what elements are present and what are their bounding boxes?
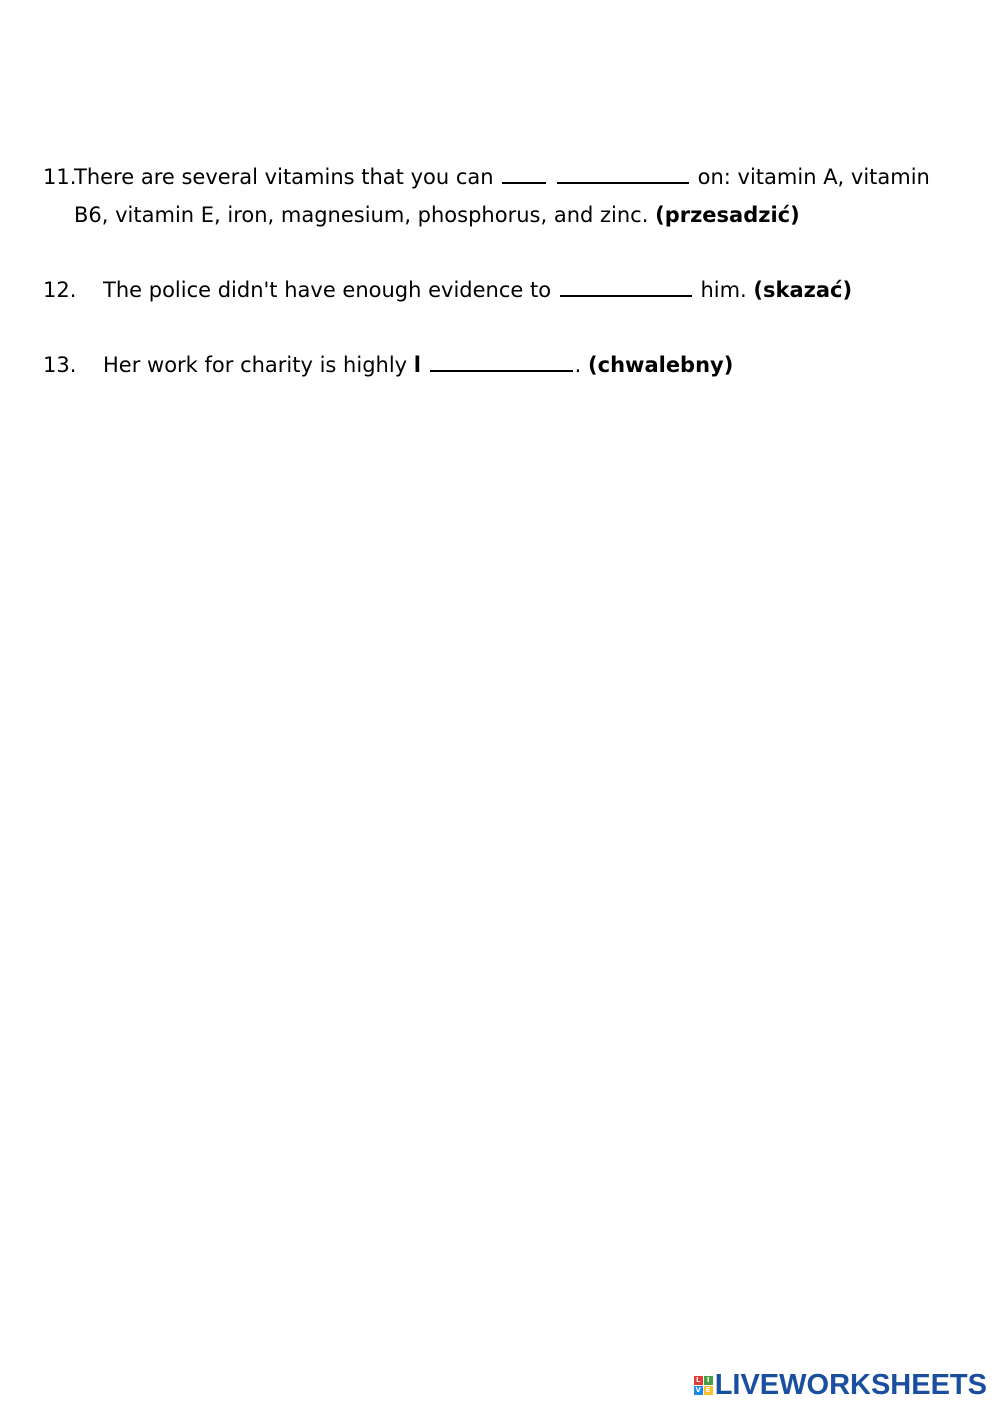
question-text-after: . <box>574 353 582 377</box>
question-text: Her work for charity is highly <box>103 353 408 377</box>
answer-blank[interactable] <box>430 369 573 372</box>
question-number: 13. <box>43 353 77 377</box>
polish-hint: (skazać) <box>753 278 853 302</box>
polish-hint: (przesadzić) <box>655 203 800 227</box>
question-text-after: on: vitamin A, vitamin <box>697 165 930 189</box>
answer-blank[interactable] <box>560 294 692 297</box>
question-text-continued: B6, vitamin E, iron, magnesium, phosphorus, and zinc. <box>74 203 649 227</box>
question-13 <box>43 346 733 384</box>
question-text: There are several vitamins that you can <box>74 165 494 189</box>
answer-blank-short[interactable] <box>502 181 546 184</box>
question-11 <box>43 158 930 234</box>
logo-mark-letter: V <box>695 1386 701 1394</box>
answer-blank[interactable] <box>557 181 689 184</box>
question-11-line-2 <box>43 196 930 234</box>
question-number: 12. <box>43 278 77 302</box>
question-number: 11. <box>43 165 77 189</box>
question-11-line-1 <box>43 158 930 196</box>
logo-mark-letter: I <box>704 1376 713 1385</box>
prefix-letter: l <box>413 353 421 377</box>
question-12 <box>43 271 852 309</box>
logo-mark-letter: L <box>694 1376 703 1385</box>
logo-mark-letter: E <box>704 1386 713 1395</box>
logo-text: LIVEWORKSHEETS <box>714 1369 987 1401</box>
question-text-after: him. <box>700 278 747 302</box>
question-text: The police didn't have enough evidence to <box>103 278 552 302</box>
polish-hint: (chwalebny) <box>588 353 734 377</box>
liveworksheets-logo <box>694 1369 987 1402</box>
liveworksheets-mark-icon <box>694 1376 713 1395</box>
